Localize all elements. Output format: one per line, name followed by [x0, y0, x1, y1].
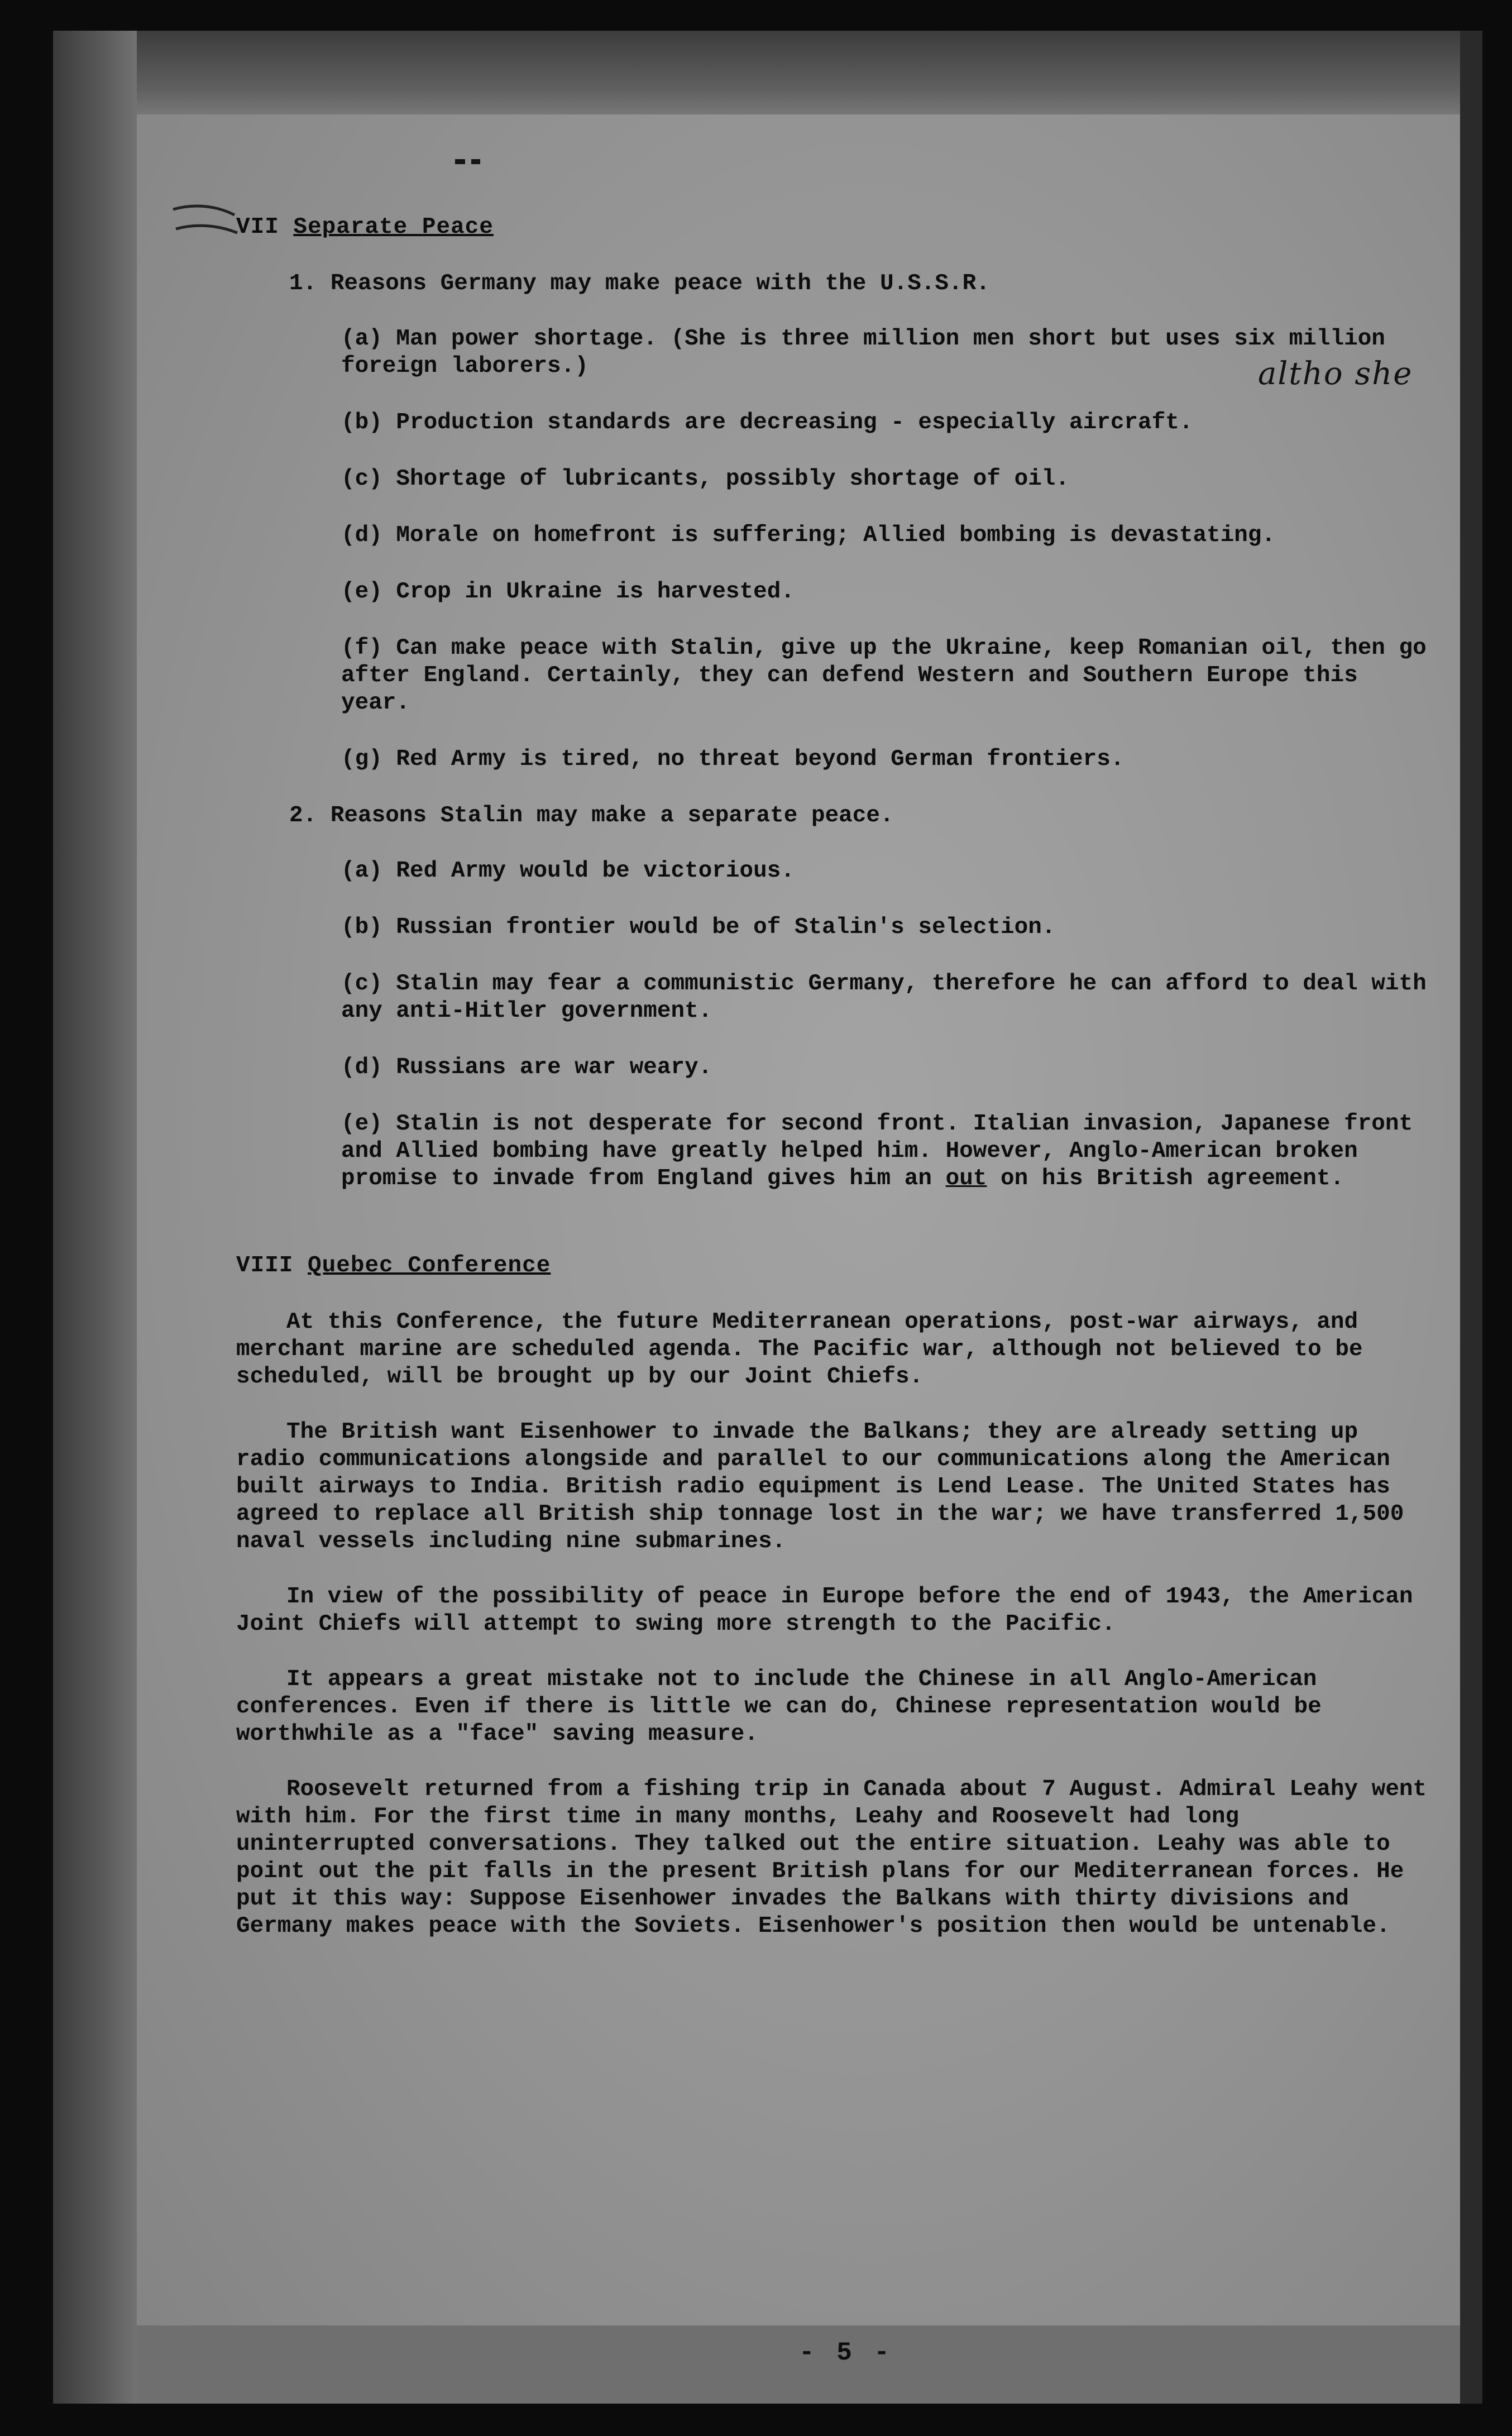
- item-label: (b): [341, 410, 382, 435]
- list-item: [341, 409, 1431, 437]
- item-label: (d): [341, 523, 382, 548]
- item-label: (e): [341, 1111, 382, 1137]
- item-text: Can make peace with Stalin, give up the Ukraine, keep Romanian oil, then go after England. Certainly, they can defend Western and Southern Europe this year.: [341, 635, 1427, 716]
- section-title: Quebec Conference: [308, 1253, 551, 1279]
- list-item: [341, 1054, 1431, 1081]
- list-item: [341, 466, 1431, 493]
- section-spacer: [236, 1222, 1431, 1252]
- paragraph: In view of the possibility of peace in Europe before the end of 1943, the American Joint Chiefs will attempt to swing more strength to the Pacific.: [236, 1584, 1413, 1637]
- item-text: Production standards are decreasing - especially aircraft.: [396, 410, 1193, 435]
- section-number: VII: [236, 214, 279, 240]
- subsection-label: 1.: [289, 271, 317, 296]
- paragraph: The British want Eisenhower to invade the Balkans; they are already setting up radio communications alongside and parallel to our communications along the American built airways to India. British radio equipment is Lend Lease. The United States has agreed to replace all British ship tonnage lost in the war; we have transferred 1,500 naval vessels including nine submarines.: [236, 1419, 1404, 1554]
- item-text: Shortage of lubricants, possibly shortage of oil.: [396, 466, 1070, 492]
- page-number: - 5 -: [798, 2338, 893, 2367]
- item-text: Red Army would be victorious.: [396, 858, 795, 884]
- item-label: (a): [341, 326, 382, 352]
- item-text: Morale on homefront is suffering; Allied bombing is devastating.: [396, 523, 1276, 548]
- item-text: Russian frontier would be of Stalin's selection.: [396, 915, 1056, 940]
- subsection-2: [289, 802, 1431, 830]
- item-text: Stalin may fear a communistic Germany, therefore he can afford to deal with any anti-Hitler government.: [341, 971, 1427, 1024]
- subsection-1: [289, 270, 1431, 298]
- list-item: [341, 522, 1431, 549]
- scan-shadow-top: [53, 31, 1482, 114]
- item-label: (c): [341, 971, 382, 997]
- handwritten-annotation: [1258, 356, 1425, 399]
- list-item: [341, 746, 1431, 773]
- item-text: Red Army is tired, no threat beyond German frontiers.: [396, 746, 1125, 772]
- handwritten-text: altho she: [1258, 356, 1413, 392]
- scan-frame: [53, 31, 1482, 2404]
- document-body: [236, 214, 1431, 1968]
- paragraph: At this Conference, the future Mediterranean operations, post-war airways, and merchant marine are scheduled agenda. The Pacific war, although not believed to be scheduled, will be brought up by our Joint Chiefs.: [236, 1309, 1363, 1390]
- item-text-underlined: out: [945, 1166, 987, 1191]
- item-text: Russians are war weary.: [396, 1055, 712, 1080]
- scan-shadow-left: [53, 31, 137, 2404]
- item-text-after: on his British agreement.: [1001, 1166, 1344, 1191]
- item-text: Man power shortage. (She is three million men short but uses six million foreign laborers.): [341, 326, 1385, 379]
- item-text-before: Stalin is not desperate for second front. Italian invasion, Japanese front and Allied bombing have greatly helped him. However, Anglo-American broken promise to invade from England gives him an: [341, 1111, 1413, 1191]
- item-label: (c): [341, 466, 382, 492]
- list-item: [341, 914, 1431, 941]
- list-item: [341, 578, 1431, 606]
- section-title: Separate Peace: [293, 214, 494, 240]
- list-item: [341, 1111, 1431, 1193]
- list-item: [341, 970, 1431, 1025]
- item-label: (d): [341, 1055, 382, 1080]
- paragraph: Roosevelt returned from a fishing trip in Canada about 7 August. Admiral Leahy went with him. For the first time in many months, Leahy and Roosevelt had long uninterrupted conversations. They talked out the entire situation. Leahy was able to point out the pit falls in the present British plans for our Mediterranean forces. He put it this way: Suppose Eisenhower invades the Balkans with thirty divisions and Germany makes peace with the Soviets. Eisenhower's position then would be untenable.: [236, 1777, 1427, 1939]
- section-number: VIII: [236, 1253, 294, 1279]
- subsection-text: Reasons Germany may make peace with the U.S.S.R.: [330, 271, 990, 296]
- item-label: (b): [341, 915, 382, 940]
- item-text: Crop in Ukraine is harvested.: [396, 579, 795, 605]
- list-item: [341, 858, 1431, 885]
- subsection-label: 2.: [289, 803, 317, 829]
- item-label: (g): [341, 746, 382, 772]
- list-item: [341, 635, 1431, 717]
- subsection-text: Reasons Stalin may make a separate peace.: [330, 803, 894, 829]
- item-label: (f): [341, 635, 382, 661]
- staple-mark-icon: [452, 147, 486, 178]
- document-page: [137, 114, 1460, 2367]
- item-label: (a): [341, 858, 382, 884]
- item-label: (e): [341, 579, 382, 605]
- margin-mark-icon: [170, 198, 243, 243]
- paragraph: It appears a great mistake not to include the Chinese in all Anglo-American conferences. Even if there is little we can do, Chinese representation would be worthwhile as a "face" saving measure.: [236, 1667, 1322, 1747]
- section-heading-viii: [236, 1252, 1431, 1280]
- section-heading-vii: [236, 214, 1431, 241]
- scan-edge-right: [1460, 31, 1482, 2404]
